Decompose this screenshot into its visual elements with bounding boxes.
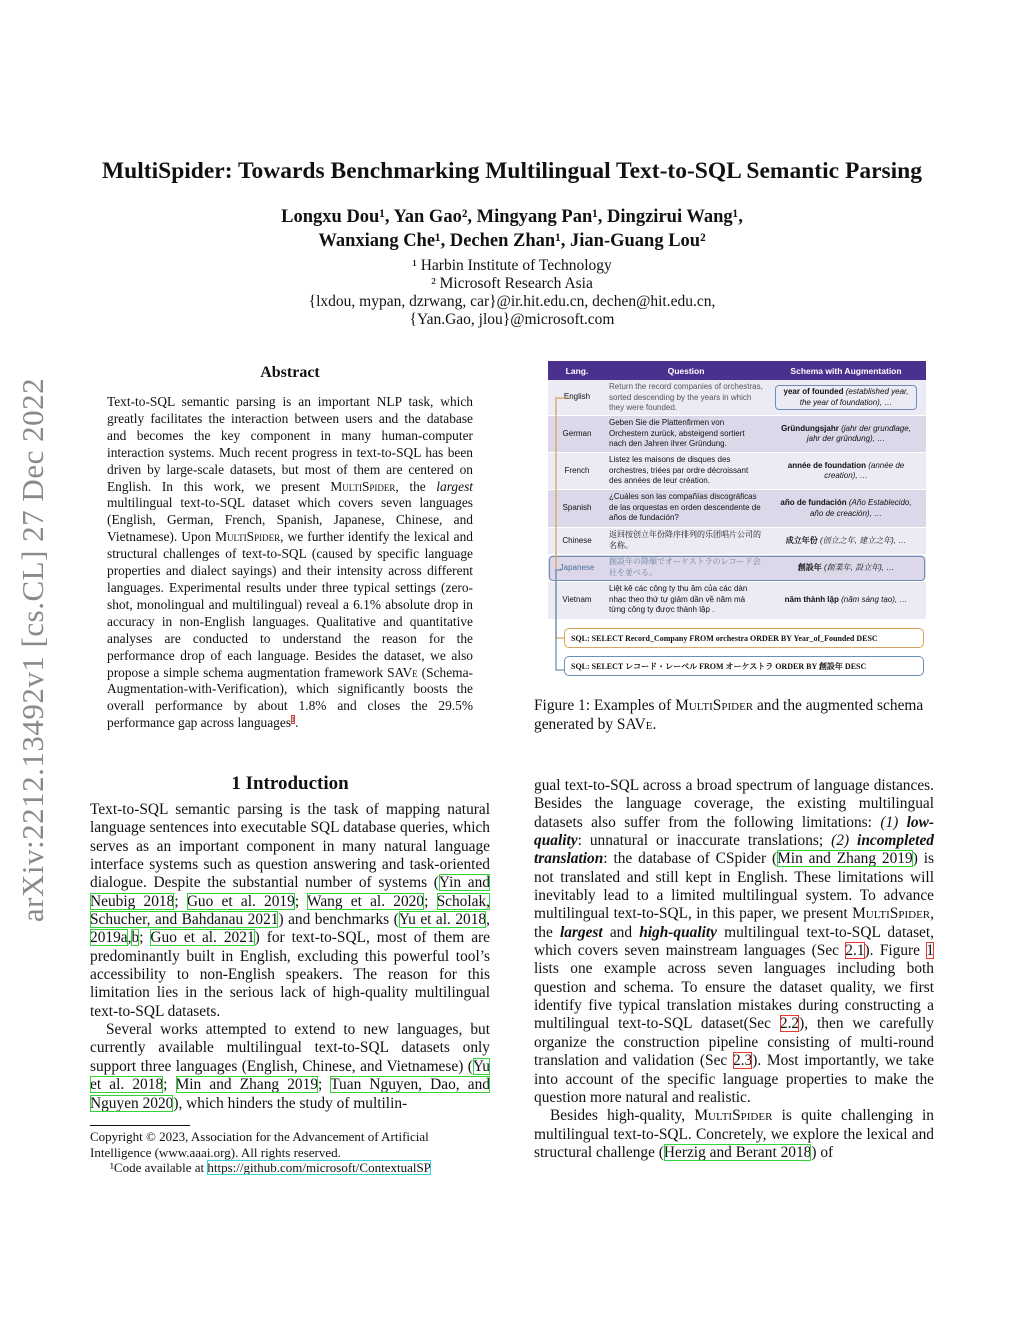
left-column: [90, 801, 490, 1113]
text: ¹Code available at: [110, 1160, 208, 1175]
text: : the database of CSpider (: [603, 850, 778, 868]
intro-paragraph-2: [90, 1021, 490, 1113]
abstract-text: multilingual text-to-SQL dataset which covers seven languages (English, German, French, Spanish, Japanese, Chinese, and Vietnamese). Upon: [107, 495, 473, 545]
row-lang: Japanese: [559, 562, 595, 572]
row-question: 創設年の降順でオーケストラのレコード会社を並べる。: [609, 557, 761, 577]
row-question: Return the record companies of orchestras, sorted descending by the years in which they were founded.: [609, 382, 763, 412]
text: ) and benchmarks (: [278, 911, 399, 929]
authors-line-2: Wanxiang Che¹, Dechen Zhan¹, Jian-Guang Lou²: [318, 231, 706, 251]
emphasis: (2): [831, 832, 858, 850]
arxiv-id: arXiv:2212.13492v1 [cs.CL] 27 Dec 2022: [15, 377, 50, 923]
row-lang: Chinese: [562, 535, 592, 545]
method-name: SAVe: [616, 715, 653, 733]
dataset-name: MultiSpider: [215, 529, 281, 545]
footnote-link[interactable]: 1: [291, 714, 296, 724]
text: ). Most importantly, we take into account of the specific language properties to make the question more natural and realistic.: [534, 1052, 934, 1106]
section-link[interactable]: 2.3: [732, 1052, 753, 1070]
text: ;: [424, 892, 437, 910]
emphasis: incompleted translation: [534, 832, 934, 868]
section-link[interactable]: 2.1: [845, 942, 865, 960]
emphasis: largest: [559, 923, 603, 941]
header-schema: Schema with Augmentation: [790, 365, 902, 376]
figure-table-header: [548, 361, 926, 380]
text: ;: [139, 929, 151, 947]
citation-link[interactable]: Herzig and Berant 2018: [663, 1143, 812, 1161]
emphasis: (1): [880, 813, 907, 831]
authors: [80, 205, 944, 253]
schema-column: 創設年: [797, 562, 822, 572]
text: ), which hinders the study of multilin-: [173, 1094, 408, 1112]
citation-link[interactable]: Min and Zhang 2019: [175, 1076, 319, 1094]
row-question: Liệt kê các công ty thu âm của các dàn nhạc theo thứ tự giảm dần về năm mà từng công ty được thành lập .: [609, 584, 748, 614]
text: ;: [163, 1076, 176, 1094]
schema-augmentation: (established year, the year of foundation), …: [799, 387, 909, 407]
figure-link[interactable]: 1: [926, 942, 934, 960]
text: ) for text-to-SQL, most of them are predominantly built in English, excluding this powerful tool’s accessibility to non-English speakers. The reason for this limitation lies in the serious lack of high-quality multilingual text-to-SQL datasets.: [90, 929, 490, 1020]
dataset-name: MultiSpider: [694, 1107, 773, 1125]
abstract-text: .: [295, 715, 299, 731]
arxiv-sidebar: [8, 350, 58, 950]
schema-column: 成立年份: [785, 535, 818, 545]
emails-1: {lxdou, mypan, dzrwang, car}@ir.hit.edu.cn, dechen@hit.edu.cn,: [308, 293, 716, 310]
citation-link[interactable]: Guo et al. 2021: [150, 929, 255, 947]
abstract-text: (Schema-Augmentation-with-Verification), which significantly boosts the overall performance by about 1.8% and closes the 29.5% performance gap across languages: [107, 664, 473, 731]
right-column: [534, 777, 934, 1162]
row-question: Listez les maisons de disques des orchestres, triées par ordre décroissant des années de leur création.: [609, 455, 749, 485]
citation-link[interactable]: Scholak, Schucher, and Bahdanau 2021: [90, 892, 490, 929]
japanese-connector: [556, 570, 564, 670]
right-paragraph-1: [534, 777, 934, 1107]
citation-link[interactable]: Wang et al. 2020: [307, 892, 425, 910]
citation-link[interactable]: Yu et al. 2018: [90, 1057, 490, 1094]
header-question: Question: [667, 365, 705, 376]
affiliation-2: ² Microsoft Research Asia: [431, 275, 593, 292]
dataset-name: MultiSpider: [675, 697, 754, 714]
row-question: 返回按创立年份降序排列的乐团唱片公司的名称。: [609, 530, 761, 550]
citation-link[interactable]: Yu et al. 2018: [398, 911, 487, 929]
citation-link[interactable]: b: [131, 929, 140, 947]
citation-link[interactable]: Min and Zhang 2019: [777, 850, 913, 868]
abstract-body: [107, 394, 473, 732]
affiliations: [80, 257, 944, 329]
code-footnote: [90, 1160, 490, 1176]
schema-augmentation: (année de creation), …: [824, 460, 905, 480]
method-name: SAVe: [387, 664, 418, 680]
row-question: ¿Cuáles son las compañías discográficas de las orquestas en orden descendente de años de fundación?: [609, 492, 761, 522]
caption-text: .: [652, 715, 657, 733]
text: ,: [486, 911, 490, 929]
text: and: [602, 923, 640, 941]
emphasis: low-quality: [534, 813, 934, 850]
text: gual text-to-SQL across a broad spectrum of language distances. Besides the language coverage, the existing multilingual datasets also suffer from the following limitations:: [534, 777, 934, 831]
schema-augmentation: (Año Establecido, año de creación), …: [809, 498, 912, 518]
copyright-note: Copyright © 2023, Association for the Advancement of Artificial Intelligence (www.aaai.org). All rights reserved.: [90, 1129, 429, 1160]
schema-column: Gründungsjahr: [781, 423, 839, 433]
text: : unnatural or inaccurate translations;: [577, 832, 832, 850]
caption-text: Figure 1: Examples of: [534, 697, 676, 714]
text: ). Figure: [864, 942, 927, 960]
text: ;: [174, 892, 187, 910]
schema-augmentation: (năm sáng tạo), …: [838, 595, 908, 605]
citation-link[interactable]: Yin and Neubig 2018: [90, 874, 490, 910]
text: is quite challenging in multilingual text-to-SQL. Concretely, we explore the lexical and structural challenge (: [534, 1107, 935, 1161]
emails-2: {Yan.Gao, jlou}@microsoft.com: [409, 311, 615, 328]
schema-column: año de fundación: [780, 498, 847, 507]
schema-augmentation: (创立之年, 建立之年), …: [817, 535, 907, 545]
emphasis: high-quality: [639, 923, 718, 941]
affiliation-1: ¹ Harbin Institute of Technology: [412, 257, 612, 274]
dataset-name: MultiSpider: [852, 905, 931, 923]
citation-link[interactable]: 2019a: [90, 929, 128, 947]
citation-link[interactable]: Guo et al. 2019: [186, 892, 295, 910]
code-url-link[interactable]: https://github.com/microsoft/ContextualSP: [207, 1160, 431, 1175]
header-lang: Lang.: [565, 365, 589, 376]
schema-augmentation: (創業年, 設立年), …: [821, 562, 895, 572]
row-lang: Spanish: [562, 503, 592, 513]
text: , the: [534, 905, 934, 941]
schema-column: year of founded: [783, 387, 844, 396]
text: multilingual text-to-SQL dataset, which covers seven mainstream languages (Sec: [534, 923, 935, 960]
sql-english: SQL: SELECT Record_Company FROM orchestra ORDER BY Year_of_Founded DESC: [564, 628, 924, 648]
abstract-heading: Abstract: [260, 364, 320, 381]
abstract-text: , the: [395, 478, 437, 494]
figure-caption: [534, 697, 934, 734]
text: lists one example across seven languages including both question and schema. To ensure the dataset quality, we first identify five typical translation mistakes during constructing a multilingual text-to-SQL dataset(Sec: [534, 960, 934, 1033]
row-lang: French: [564, 465, 590, 475]
text: Several works attempted to extend to new languages, but currently available multilingual text-to-SQL datasets only support three languages (English, Chinese, and Vietnamese) (: [90, 1021, 490, 1075]
schema-column: année de foundation: [787, 460, 866, 470]
right-paragraph-2: [534, 1107, 934, 1162]
text: ,: [127, 929, 132, 947]
footnotes: [90, 1129, 490, 1176]
schema-augmentation: (jahr der grundlage, jahr der gründung), …: [806, 423, 911, 443]
text: ), then we carefully organize the construction pipeline consisting of multi-round translation and validation (Sec: [534, 1015, 934, 1070]
english-connector: [556, 398, 570, 638]
caption-text: and the augmented schema generated by: [534, 697, 924, 733]
text: ;: [294, 892, 308, 910]
section-heading: 1 Introduction: [231, 773, 349, 794]
text: ) of: [811, 1143, 834, 1161]
paper-title: MultiSpider: Towards Benchmarking Multilingual Text-to-SQL Semantic Parsing: [102, 158, 922, 184]
dataset-name: MultiSpider: [330, 478, 396, 494]
row-question: Geben Sie die Plattenfirmen von Orchestern zurück, absteigend sortiert nach den Jahren ihrer Gründung.: [609, 418, 745, 448]
text: ;: [318, 1076, 331, 1094]
abstract-text: Text-to-SQL semantic parsing is an important NLP task, which greatly facilitates the interaction between users and the database and becomes the key component in many human-computer interaction systems. Much recent progress in text-to-SQL has been driven by large-scale datasets, but most of them are centered on English. In this work, we present: [107, 394, 473, 494]
schema-column: năm thành lập: [784, 595, 839, 605]
text: Text-to-SQL semantic parsing is the task of mapping natural language sentences into executable SQL database queries, which serves as an important component in many natural language interface systems such as question answering and task-oriented dialogue. Despite the substantial number of systems (: [90, 801, 490, 892]
row-lang: English: [563, 392, 591, 402]
authors-line-1: Longxu Dou¹, Yan Gao², Mingyang Pan¹, Dingzirui Wang¹,: [281, 207, 743, 227]
citation-link[interactable]: Tuan Nguyen, Dao, and Nguyen 2020: [90, 1076, 491, 1112]
row-lang: Vietnam: [562, 595, 592, 605]
text: ) is not translated and still kept in English. These limitations will inevitably lead to a limited multilingual system. To advance multilingual text-to-SQL, in this paper, we present: [534, 850, 934, 923]
abstract-text: , we further identify the lexical and structural challenges of text-to-SQL (caused by specific language properties and dialect sayings) and their intensity across different languages. Experimental results under three typical settings (zero-shot, monolingual and multilingual) reveal a 6.1% absolute drop in accuracy in non-English languages. Qualitative and quantitative analyses are conducted to understand the reason for the performance drop of each language. Besides the dataset, we also propose a simple schema augmentation framework: [107, 529, 473, 680]
text: Besides high-quality,: [550, 1107, 695, 1125]
emphasis: largest: [436, 478, 473, 494]
intro-paragraph-1: [90, 801, 490, 1021]
footnote-rule: [90, 1125, 190, 1126]
section-link[interactable]: 2.2: [779, 1015, 800, 1033]
row-lang: German: [562, 428, 592, 438]
sql-japanese: SQL: SELECT レコード・レーベル FROM オーケストラ ORDER BY 創設年 DESC: [564, 656, 924, 676]
